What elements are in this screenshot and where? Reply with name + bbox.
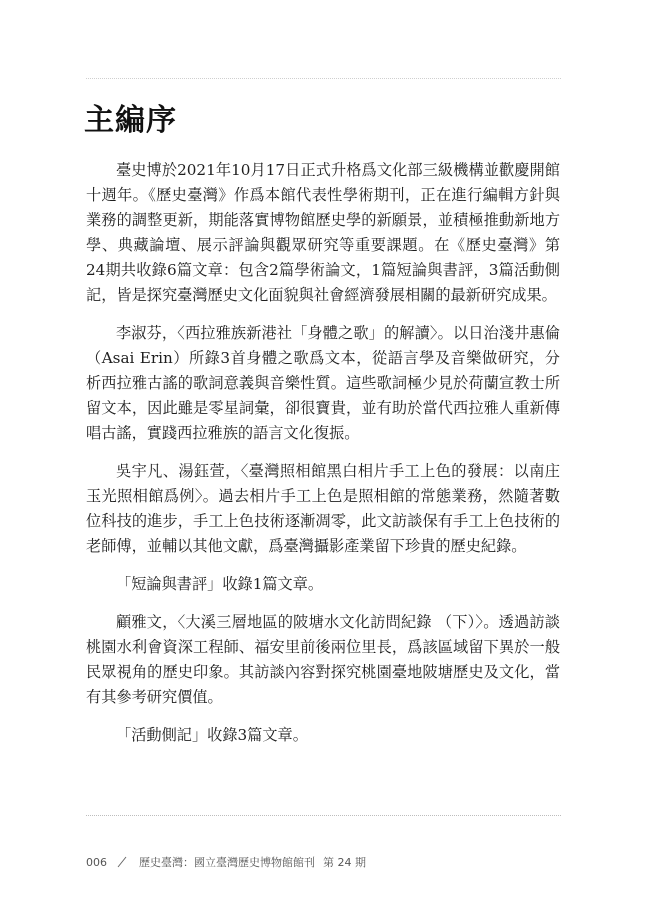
page-number: 006: [86, 855, 107, 869]
journal-name: 歷史臺灣：國立臺灣歷史博物館館刊: [139, 856, 315, 869]
slash-separator-icon: [117, 856, 127, 868]
bottom-divider: [86, 815, 561, 816]
paragraph-section-event-notes: 「活動側記」收錄3篇文章。: [116, 726, 308, 744]
paragraph-article-3: 顧雅文，〈大溪三層地區的陂塘水文化訪問紀錄 （下）〉。透過訪談桃園水利會資深工程師、福安里前後兩位里長，爲該區域留下異於一般民眾視角的歷史印象。其訪談內容對探究桃園臺地陂塘歷史及文化，當有其參考研究價值。: [86, 613, 560, 706]
paragraph-section-short-reviews: 「短論與書評」收錄1篇文章。: [116, 575, 324, 593]
article-body: [86, 158, 560, 761]
paragraph-article-1: 李淑芬，〈西拉雅族新港社「身體之歌」的解讀〉。以日治淺井惠倫（Asai Erin）所錄3首身體之歌爲文本，從語言學及音樂做研究，分析西拉雅古謠的歌詞意義與音樂性質。這些歌詞極少見於荷蘭宣教士所留文本，因此雖是零星詞彙，卻很寶貴，並有助於當代西拉雅人重新傳唱古謠，實踐西拉雅族的語言文化復振。: [86, 324, 560, 442]
issue-number: 第 24 期: [323, 856, 366, 869]
paragraph-article-2: 吳宇凡、湯鈺萱，〈臺灣照相館黑白相片手工上色的發展：以南庄玉光照相館爲例〉。過去相片手工上色是照相館的常態業務，然隨著數位科技的進步，手工上色技術逐漸凋零，此文訪談保有手工上色技術的老師傅，並輔以其他文獻，爲臺灣攝影產業留下珍貴的歷史紀錄。: [86, 462, 560, 555]
top-divider: [86, 78, 561, 79]
page-footer: [86, 854, 366, 870]
page-title: 主編序: [84, 103, 177, 138]
paragraph-intro: 臺史博於2021年10月17日正式升格爲文化部三級機構並歡慶開館十週年。《歷史臺灣》作爲本館代表性學術期刊，正在進行編輯方針與業務的調整更新，期能落實博物館歷史學的新願景，並積極推動新地方學、典藏論壇、展示評論與觀眾研究等重要課題。在《歷史臺灣》第24期共收錄6篇文章：包含2篇學術論文，1篇短論與書評，3篇活動側記，皆是探究臺灣歷史文化面貌與社會經濟發展相關的最新研究成果。: [86, 161, 560, 304]
